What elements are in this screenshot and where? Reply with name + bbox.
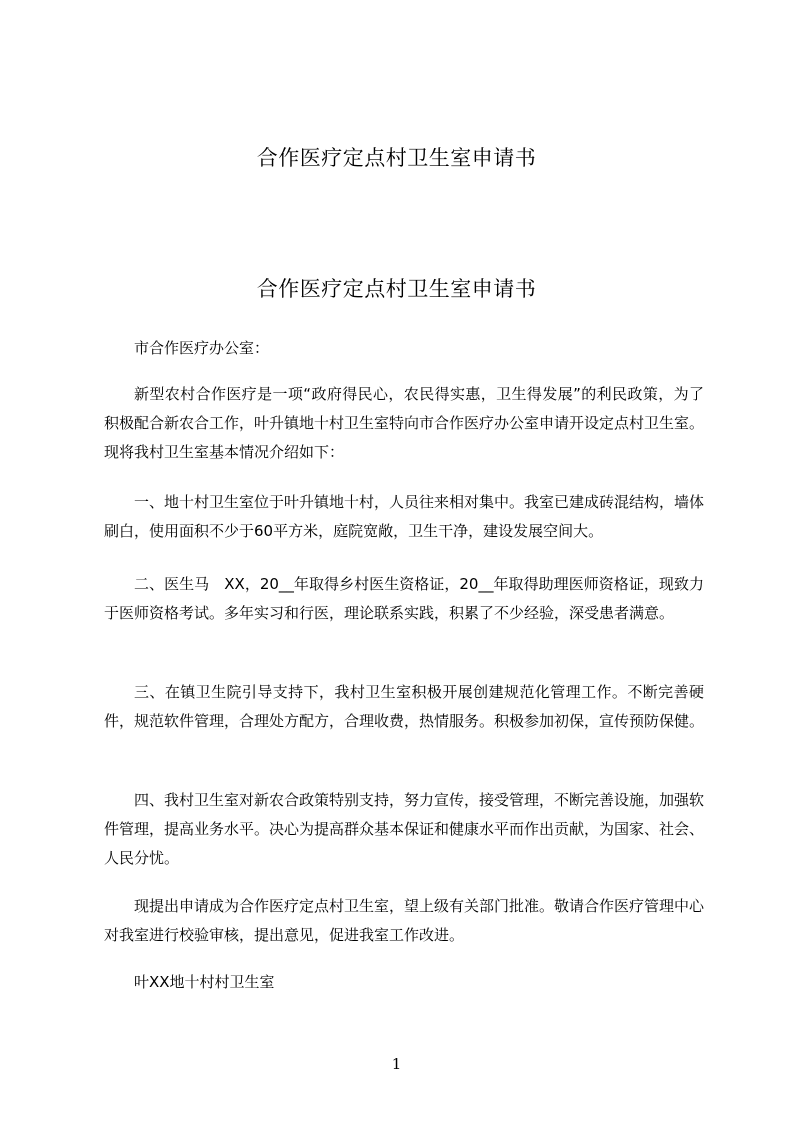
paragraph-item-1 [104,488,704,546]
paragraph-text: 新型农村合作医疗是一项“政府得民心，农民得实惠，卫生得发展”的利民政策，为了积极配合新农合工作，叶升镇地十村卫生室特向市合作医疗办公室申请开设定点村卫生室。现将我村卫生室基本情况介绍如下： [104,385,705,461]
paragraph-text: 现提出申请成为合作医疗定点村卫生室，望上级有关部门批准。敬请合作医疗管理中心对我室进行校验审核，提出意见，促进我室工作改进。 [104,897,705,944]
paragraph-text: 三、在镇卫生院引导支持下，我村卫生室积极开展创建规范化管理工作。不断完善硬件，规范软件管理，合理处方配方，合理收费，热情服务。积极参加初保，宣传预防保健。 [104,683,705,730]
paragraph-item-2 [104,570,704,628]
paragraph-item-4 [104,786,704,873]
paragraph-item-3 [104,678,704,736]
paragraph-closing [104,892,704,950]
document-title-top: 合作医疗定点村卫生室申请书 [256,146,537,170]
paragraph-text: 二、医生马 XX，20__年取得乡村医生资格证，20__年取得助理医师资格证，现致力于医师资格考试。多年实习和行医，理论联系实践，积累了不少经验，深受患者满意。 [104,575,704,622]
signature-text: 叶XX地十村村卫生室 [134,973,275,991]
paragraph-text: 一、地十村卫生室位于叶升镇地十村，人员往来相对集中。我室已建成砖混结构，墙体刷白，使用面积不少于60平方米，庭院宽敞，卫生干净，建设发展空间大。 [104,493,705,540]
page-number: 1 [391,1055,402,1073]
document-title-main: 合作医疗定点村卫生室申请书 [256,277,537,301]
signature [104,968,704,997]
paragraph-text: 四、我村卫生室对新农合政策特别支持，努力宣传，接受管理，不断完善设施，加强软件管理，提高业务水平。决心为提高群众基本保证和健康水平而作出贡献，为国家、社会、人民分忧。 [104,791,705,867]
salutation-text: 市合作医疗办公室： [134,339,270,357]
salutation [104,334,704,363]
paragraph-intro [104,380,704,467]
